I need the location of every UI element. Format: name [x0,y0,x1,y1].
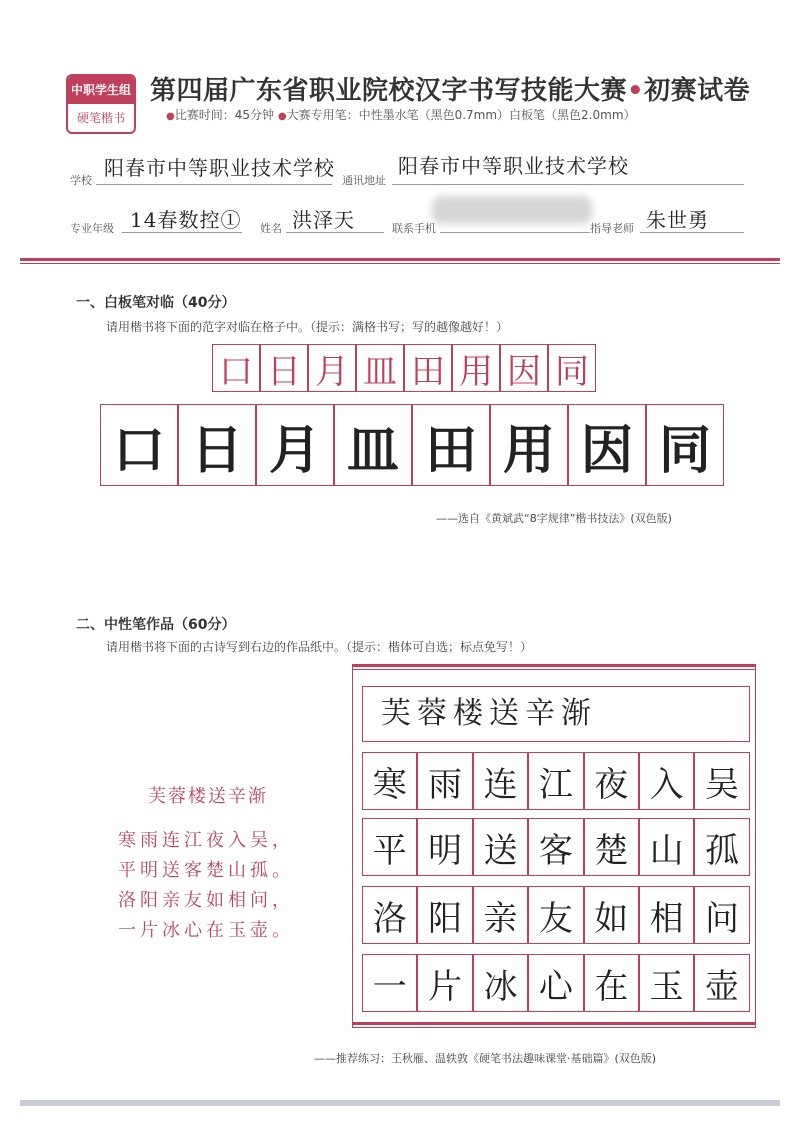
section1-source: ——选自《黄斌武“8字规律”楷书技法》(双色版) [436,512,672,525]
practice-char-cell[interactable] [646,404,724,486]
title-main: 第四届广东省职业院校汉字书写技能大赛 [150,76,628,106]
paper-char: 夜 [594,764,629,805]
school-line [96,184,332,185]
paper-cell[interactable] [362,752,417,810]
model-char-cell [404,344,452,392]
paper-char: 问 [705,898,740,939]
paper-char: 冰 [483,966,518,1007]
paper-char: 客 [538,830,573,871]
model-char: 因 [507,351,541,392]
paper-char: 送 [483,830,518,871]
paper-char: 连 [483,764,518,805]
pen-label: 大赛专用笔：中性墨水笔（黑色0.7mm）白板笔（黑色2.0mm） [286,108,636,122]
paper-cell[interactable] [473,752,528,810]
model-char: 口 [219,351,253,392]
paper-char: 心 [538,966,573,1007]
section2-heading: 二、中性笔作品（60分） [76,617,236,633]
phone-label: 联系手机 [392,222,436,235]
section2-source: ——推荐练习：王秋雁、温轶敦《硬笔书法趣味课堂·基础篇》(双色版) [314,1052,657,1065]
paper-cell[interactable] [417,886,472,944]
teacher-label: 指导老师 [590,222,634,235]
model-char-cell [308,344,356,392]
major-label: 专业年级 [70,222,114,235]
practice-char-row [100,404,724,486]
bullet-icon: • [627,76,645,106]
paper-char: 阳 [428,898,463,939]
practice-char: 同 [658,420,711,481]
paper-char: 如 [594,898,629,939]
paper-cell[interactable] [584,886,639,944]
paper-char: 孤 [705,830,740,871]
paper-char: 壶 [705,966,740,1007]
address-line [392,184,744,185]
paper-cell[interactable] [528,818,583,876]
phone-value-redacted [432,196,592,224]
practice-char-cell[interactable] [334,404,412,486]
model-char: 皿 [363,351,397,392]
paper-cell[interactable] [473,886,528,944]
paper-cell[interactable] [584,752,639,810]
model-char-cell [212,344,260,392]
practice-char: 口 [112,420,165,481]
group-badge [66,74,136,134]
section2-note: 请用楷书将下面的古诗写到右边的作品纸中。（提示：楷体可自选；标点免写！） [106,640,533,654]
practice-char: 皿 [346,420,399,481]
paper-char: 洛 [372,898,407,939]
paper-row [362,886,750,944]
paper-cell[interactable] [694,752,749,810]
paper-row [362,818,750,876]
paper-char: 楚 [594,830,629,871]
badge-category: 硬笔楷书 [76,111,125,125]
title-tail: 初赛试卷 [644,76,751,106]
teacher-value[interactable]: 朱世勇 [646,208,709,232]
paper-char: 江 [538,764,573,805]
footer-bar [20,1100,780,1106]
paper-cell[interactable] [639,954,694,1012]
paper-cell[interactable] [528,752,583,810]
paper-char: 雨 [428,764,463,805]
paper-char: 友 [538,898,573,939]
page-title [150,70,750,107]
address-value[interactable]: 阳春市中等职业技术学校 [398,154,629,178]
model-char: 同 [555,351,589,392]
paper-cell[interactable] [417,752,472,810]
model-char-cell [452,344,500,392]
paper-cell[interactable] [639,886,694,944]
practice-char-cell[interactable] [100,404,178,486]
badge-group: 中职学生组 [68,76,134,104]
exam-info [166,106,636,123]
paper-char: 亲 [483,898,518,939]
paper-char: 一 [372,966,407,1007]
model-char: 月 [315,351,349,392]
section1-heading: 一、白板笔对临（40分） [76,295,236,311]
paper-cell[interactable] [694,886,749,944]
model-char-row [212,344,596,392]
model-char-cell [548,344,596,392]
practice-char: 田 [424,420,477,481]
paper-char: 平 [372,830,407,871]
phone-line [440,232,590,233]
practice-char: 用 [502,420,555,481]
paper-row [362,954,750,1012]
name-label: 姓名 [260,222,282,235]
school-label: 学校 [70,174,92,187]
paper-bottom-border [352,1022,756,1028]
paper-cell[interactable] [639,752,694,810]
paper-row [362,752,750,810]
poem-line: 一片冰心在玉壶。 [118,920,294,941]
practice-char: 日 [190,420,243,481]
practice-char-cell[interactable] [490,404,568,486]
poem-line: 洛阳亲友如相问， [118,890,294,911]
paper-cell[interactable] [694,818,749,876]
paper-char: 在 [594,966,629,1007]
school-value[interactable]: 阳春市中等职业技术学校 [104,156,335,180]
paper-cell[interactable] [473,818,528,876]
model-char: 用 [459,351,493,392]
practice-char: 因 [580,420,633,481]
practice-char-cell[interactable] [568,404,646,486]
practice-char-cell[interactable] [412,404,490,486]
paper-char: 寒 [372,764,407,805]
poem-line: 平明送客楚山孤。 [118,860,294,881]
practice-char-cell[interactable] [178,404,256,486]
time-label: 比赛时间：45分钟 [174,108,275,122]
paper-char: 入 [649,764,684,805]
paper-char: 相 [649,898,684,939]
paper-title[interactable]: 芙蓉楼送辛渐 [362,686,750,742]
paper-cell[interactable] [473,954,528,1012]
major-value[interactable]: 14春数控① [130,208,242,232]
practice-char: 月 [268,420,321,481]
bullet-icon: ● [166,111,175,122]
bullet-icon: ● [277,111,287,122]
paper-cell[interactable] [584,954,639,1012]
paper-cell[interactable] [417,818,472,876]
paper-char: 玉 [649,966,684,1007]
practice-char-cell[interactable] [256,404,334,486]
paper-char: 明 [428,830,463,871]
header-divider [20,258,780,264]
paper-cell[interactable] [362,954,417,1012]
model-char-cell [260,344,308,392]
address-label: 通讯地址 [342,174,386,187]
paper-cell[interactable] [417,954,472,1012]
paper-cell[interactable] [528,886,583,944]
model-char: 田 [411,351,445,392]
poem-line: 寒雨连江夜入吴， [118,830,294,851]
paper-cell[interactable] [362,886,417,944]
model-char-cell [356,344,404,392]
paper-cell[interactable] [639,818,694,876]
paper-char: 吴 [705,764,740,805]
model-char: 日 [267,351,301,392]
name-value[interactable]: 洪泽天 [292,208,355,232]
paper-cell[interactable] [362,818,417,876]
poem-title: 芙蓉楼送辛渐 [148,786,268,807]
paper-char: 片 [428,966,463,1007]
model-char-cell [500,344,548,392]
paper-cell[interactable] [528,954,583,1012]
paper-cell[interactable] [584,818,639,876]
paper-char: 山 [649,830,684,871]
section1-note: 请用楷书将下面的范字对临在格子中。（提示：满格书写；写的越像越好！） [106,320,509,334]
paper-cell[interactable] [694,954,749,1012]
